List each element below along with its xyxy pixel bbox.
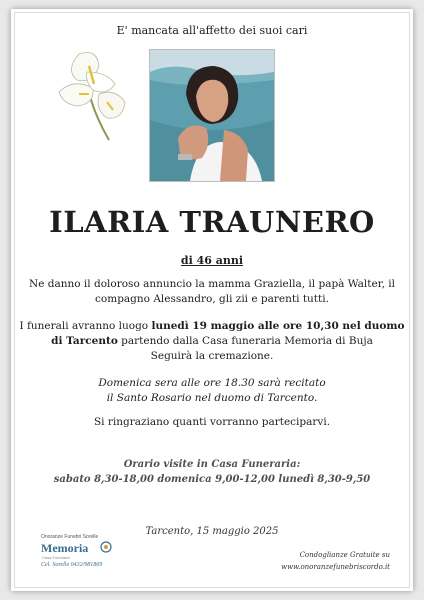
calla-lily-icon (49, 44, 129, 144)
rosary-text (11, 376, 413, 406)
logo-phone: Cel. Sorelle 0432/981869 (41, 562, 103, 568)
logo-top-text: Onoranze Funebri Sorelle (41, 534, 99, 540)
visiting-hours (11, 457, 413, 487)
condolences-note (281, 549, 390, 573)
age-text: di 46 anni (180, 254, 244, 267)
funeral-line-part: partendo dalla Casa funeraria Memoria di Buja (117, 335, 373, 347)
announcement-line: Ne danno il doloroso annuncio la mamma Graziella, il papà Walter, il (29, 278, 395, 290)
visiting-hours-times: sabato 8,30-18,00 domenica 9,00-12,00 lunedì 8,30-9,50 (53, 474, 371, 485)
logo-name: Memoria (41, 541, 89, 555)
rosary-line: Domenica sera alle ore 18.30 sarà recitato (98, 377, 326, 389)
visiting-hours-title: Orario visite in Casa Funeraria: (123, 459, 301, 470)
funeral-place: di Tarcento (51, 335, 118, 347)
announcement-line: compagno Alessandro, gli zii e parenti tutti. (95, 293, 329, 305)
condolences-label: Condoglianze Gratuite su (299, 551, 390, 559)
place-date: Tarcento, 15 maggio 2025 (145, 526, 279, 537)
portrait-photo (149, 49, 275, 182)
logo-sub-text: Casa Funeraria (42, 555, 70, 560)
rosary-line: il Santo Rosario nel duomo di Tarcento. (106, 392, 318, 404)
obituary-sheet (11, 9, 413, 591)
announcement-text (11, 277, 413, 307)
header-text: E' mancata all'affetto dei suoi cari (116, 24, 308, 37)
funeral-line-part: I funerali avranno luogo (19, 320, 152, 332)
funeral-line (11, 334, 413, 349)
funeral-line (11, 319, 413, 334)
funeral-line: Seguirà la cremazione. (150, 350, 274, 362)
deceased-name: ILARIA TRAUNERO (49, 205, 375, 239)
funeral-time-place: lunedì 19 maggio alle ore 10,30 nel duomo (151, 320, 405, 332)
condolences-link[interactable]: www.onoranzefunebriscordo.it (281, 563, 390, 571)
flower-icon (99, 540, 113, 554)
funeral-home-logo (39, 532, 129, 576)
thanks-text: Si ringraziano quanti vorranno parteciparvi. (93, 416, 331, 428)
funeral-text (11, 319, 413, 364)
